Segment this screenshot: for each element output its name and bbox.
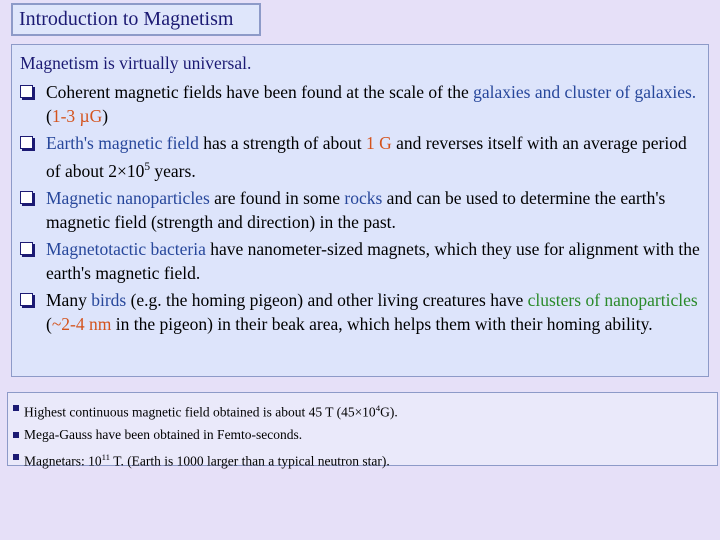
bullet-earth-field xyxy=(20,131,700,183)
highlight-nanoparticles: Magnetic nanoparticles xyxy=(46,187,210,208)
highlight-earth-field: Earth's magnetic field xyxy=(46,133,199,153)
note-text: G). xyxy=(380,404,398,420)
bullet-text: in the pigeon) in their beak area, which helps them with their homing ability. xyxy=(111,313,653,334)
notes-box xyxy=(7,392,718,466)
bullet-text: are found in some xyxy=(209,187,345,208)
bullet-birds xyxy=(20,288,700,336)
square-bullet-icon xyxy=(13,405,19,411)
note-magnetars xyxy=(10,446,398,473)
bullet-text: ) xyxy=(102,106,109,126)
bullet-text: and can be used to determine the earth's magnetic field (strength and direction) in the past. xyxy=(46,187,666,232)
slide-title: Introduction to Magnetism xyxy=(11,3,261,36)
bullet-list xyxy=(20,80,700,339)
highlight-field-strength: 1-3 µG xyxy=(51,106,103,126)
bullet-text: ( xyxy=(46,106,52,126)
checkbox-bullet-icon xyxy=(20,85,33,98)
checkbox-bullet-icon xyxy=(20,293,33,306)
bullet-text: years. xyxy=(150,160,196,181)
highlight-birds: birds xyxy=(91,289,127,310)
note-text: Mega-Gauss have been obtained in Femto-seconds. xyxy=(24,426,303,442)
notes-list xyxy=(10,397,398,472)
bullet-text: and reverses itself with an average period of about 2×10 xyxy=(46,133,687,181)
bullet-text: has a strength of about xyxy=(198,133,367,153)
highlight-clusters: clusters of nanoparticles xyxy=(527,289,698,310)
exponent: 4 xyxy=(375,403,381,413)
main-content-box xyxy=(11,44,709,377)
bullet-text: have nanometer-sized magnets, which they use for alignment with the earth's magnetic field. xyxy=(46,238,700,283)
checkbox-bullet-icon xyxy=(20,242,33,255)
highlight-galaxies: galaxies and cluster of galaxies. xyxy=(473,82,697,102)
highlight-size: ~2-4 nm xyxy=(51,313,112,334)
bullet-text: Many xyxy=(46,289,92,310)
note-highest-field xyxy=(10,397,398,424)
bullet-nanoparticles xyxy=(20,186,700,234)
bullet-galaxies xyxy=(20,80,700,128)
checkbox-bullet-icon xyxy=(20,136,33,149)
exponent: 5 xyxy=(144,161,151,173)
highlight-1g: 1 G xyxy=(366,133,392,153)
checkbox-bullet-icon xyxy=(20,191,33,204)
bullet-text: ( xyxy=(46,313,52,334)
note-text: T. (Earth is 1000 larger than a typical neutron star). xyxy=(110,453,390,468)
bullet-bacteria xyxy=(20,237,700,285)
intro-text: Magnetism is virtually universal. xyxy=(20,53,252,73)
note-text: Magnetars: 10 xyxy=(24,453,102,468)
highlight-bacteria: Magnetotactic bacteria xyxy=(46,238,206,259)
note-text: Highest continuous magnetic field obtained is about 45 T (45×10 xyxy=(24,404,376,420)
exponent: 11 xyxy=(101,451,111,462)
square-bullet-icon xyxy=(13,454,19,460)
highlight-rocks: rocks xyxy=(344,187,383,208)
bullet-text: Coherent magnetic fields have been found at the scale of the xyxy=(46,82,474,102)
note-mega-gauss xyxy=(10,424,398,446)
square-bullet-icon xyxy=(13,432,19,438)
bullet-text: (e.g. the homing pigeon) and other living creatures have xyxy=(126,289,528,310)
